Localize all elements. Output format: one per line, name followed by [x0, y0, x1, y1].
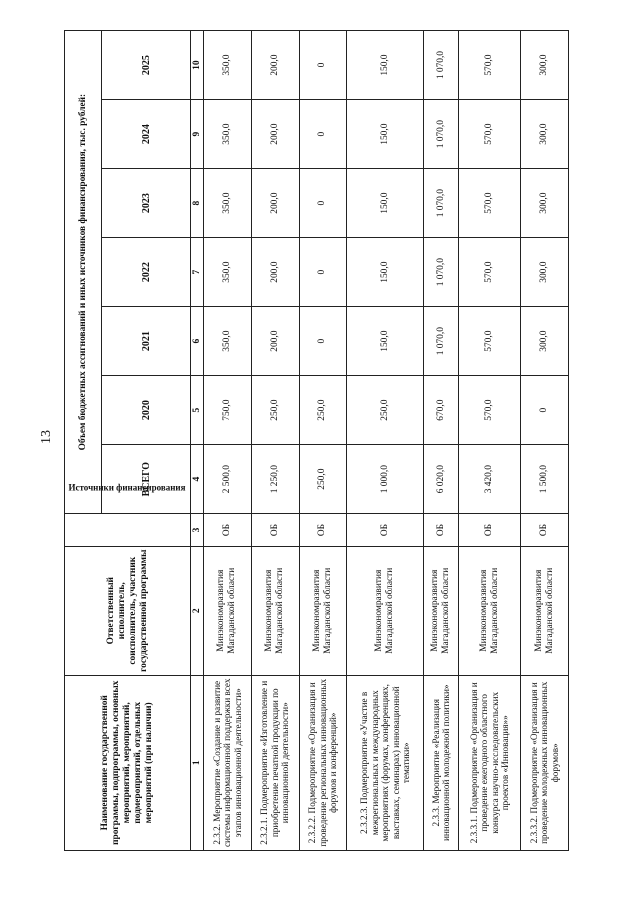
- row-value: 300,0: [521, 169, 569, 238]
- row-value: 0: [299, 31, 347, 100]
- row-responsible: Минэкономразвития Магаданской области: [521, 546, 569, 675]
- row-value: 570,0: [458, 31, 520, 100]
- row-value: 300,0: [521, 100, 569, 169]
- row-source: ОБ: [204, 514, 252, 547]
- row-name: 2.3.2.2. Подмероприятие «Организация и проведение региональных инновационных форумов и конференций»: [299, 675, 347, 850]
- row-value: 1 070,0: [424, 238, 459, 307]
- row-responsible: Минэкономразвития Магаданской области: [299, 546, 347, 675]
- row-value: 1 250,0: [251, 445, 299, 514]
- row-responsible: Минэкономразвития Магаданской области: [347, 546, 424, 675]
- header-source-label: Источники финансирования: [68, 482, 185, 493]
- column-index: 4: [191, 445, 204, 514]
- header-year: 2021: [102, 307, 191, 376]
- row-responsible: Минэкономразвития Магаданской области: [204, 546, 252, 675]
- row-source: ОБ: [347, 514, 424, 547]
- row-value: 3 420,0: [458, 445, 520, 514]
- row-value: 250,0: [299, 376, 347, 445]
- row-source: ОБ: [424, 514, 459, 547]
- header-name: Наименование государственной программы, подпрограммы, основных мероприятий, мероприятий, подмероприятий, отдельных мероприятий (при наличии): [65, 675, 191, 850]
- row-value: 350,0: [204, 169, 252, 238]
- row-value: 350,0: [204, 100, 252, 169]
- header-year: 2025: [102, 31, 191, 100]
- row-value: 200,0: [251, 100, 299, 169]
- header-year: 2023: [102, 169, 191, 238]
- row-value: 1 000,0: [347, 445, 424, 514]
- column-index: 6: [191, 307, 204, 376]
- row-value: 200,0: [251, 169, 299, 238]
- row-responsible: Минэкономразвития Магаданской области: [251, 546, 299, 675]
- page-number: 13: [39, 430, 54, 444]
- row-responsible: Минэкономразвития Магаданской области: [424, 546, 459, 675]
- table-row: [299, 31, 347, 851]
- row-value: 350,0: [204, 238, 252, 307]
- row-value: 250,0: [251, 376, 299, 445]
- row-value: 6 020,0: [424, 445, 459, 514]
- row-value: 300,0: [521, 307, 569, 376]
- row-source: ОБ: [458, 514, 520, 547]
- row-value: 150,0: [347, 169, 424, 238]
- row-value: 570,0: [458, 238, 520, 307]
- column-index: 2: [191, 546, 204, 675]
- row-value: 0: [299, 238, 347, 307]
- row-source: ОБ: [251, 514, 299, 547]
- row-value: 200,0: [251, 31, 299, 100]
- row-name: 2.3.2.1. Подмероприятие «Изготовление и приобретение печатной продукции по инновационной деятельности»: [251, 675, 299, 850]
- funding-table: [64, 30, 569, 851]
- row-value: 250,0: [347, 376, 424, 445]
- row-value: 0: [521, 376, 569, 445]
- row-name: 2.3.3. Мероприятие «Реализация инновационной молодежной политики»: [424, 675, 459, 850]
- row-value: 750,0: [204, 376, 252, 445]
- row-value: 150,0: [347, 238, 424, 307]
- row-value: 1 070,0: [424, 100, 459, 169]
- row-value: 300,0: [521, 238, 569, 307]
- row-value: 0: [299, 307, 347, 376]
- row-value: 1 070,0: [424, 31, 459, 100]
- header-year-total: ВСЕГО: [102, 445, 191, 514]
- row-value: 150,0: [347, 31, 424, 100]
- row-value: 570,0: [458, 100, 520, 169]
- row-value: 200,0: [251, 307, 299, 376]
- row-value: 350,0: [204, 307, 252, 376]
- table-row: [458, 31, 520, 851]
- column-index: 10: [191, 31, 204, 100]
- column-index: 1: [191, 675, 204, 850]
- row-name: 2.3.3.1. Подмероприятие «Организация и проведение ежегодного областного конкурса научно-исследовательских проектов «Инновация»»: [458, 675, 520, 850]
- header-responsible: Ответственный исполнитель, соисполнитель, участник государственной программы: [65, 546, 191, 675]
- row-source: ОБ: [299, 514, 347, 547]
- row-value: 0: [299, 100, 347, 169]
- header-funding-group: Объем бюджетных ассигнований и иных источников финансирования, тыс. рублей:: [65, 31, 102, 514]
- row-value: 200,0: [251, 238, 299, 307]
- table-row: [347, 31, 424, 851]
- table-row: [424, 31, 459, 851]
- table-row: [251, 31, 299, 851]
- row-value: 570,0: [458, 376, 520, 445]
- row-value: 1 070,0: [424, 169, 459, 238]
- rotated-page-content: [64, 30, 569, 851]
- header-year: 2024: [102, 100, 191, 169]
- row-name: 2.3.2. Мероприятие «Создание и развитие системы информационной поддержки всех этапов инновационной деятельности»: [204, 675, 252, 850]
- row-value: 300,0: [521, 31, 569, 100]
- column-index: 3: [191, 514, 204, 547]
- row-value: 670,0: [424, 376, 459, 445]
- header-year: 2022: [102, 238, 191, 307]
- row-source: ОБ: [521, 514, 569, 547]
- row-value: 0: [299, 169, 347, 238]
- row-responsible: Минэкономразвития Магаданской области: [458, 546, 520, 675]
- row-value: 570,0: [458, 307, 520, 376]
- row-value: 150,0: [347, 307, 424, 376]
- row-name: 2.3.2.3. Подмероприятие «Участие в межрегиональных и международных мероприятиях (форумах, конференциях, выставках, семинарах) инновационной тематики»: [347, 675, 424, 850]
- table-row: [204, 31, 252, 851]
- row-name: 2.3.3.2. Подмероприятие «Организация и проведение молодежных инновационных форумов»: [521, 675, 569, 850]
- header-source: [65, 482, 191, 547]
- column-index: 9: [191, 100, 204, 169]
- row-value: 570,0: [458, 169, 520, 238]
- header-year: 2020: [102, 376, 191, 445]
- row-value: 2 500,0: [204, 445, 252, 514]
- table-row: [521, 31, 569, 851]
- row-value: 1 500,0: [521, 445, 569, 514]
- column-index: 7: [191, 238, 204, 307]
- column-index: 5: [191, 376, 204, 445]
- column-index-row: [191, 31, 204, 851]
- column-index: 8: [191, 169, 204, 238]
- row-value: 350,0: [204, 31, 252, 100]
- row-value: 1 070,0: [424, 307, 459, 376]
- row-value: 250,0: [299, 445, 347, 514]
- row-value: 150,0: [347, 100, 424, 169]
